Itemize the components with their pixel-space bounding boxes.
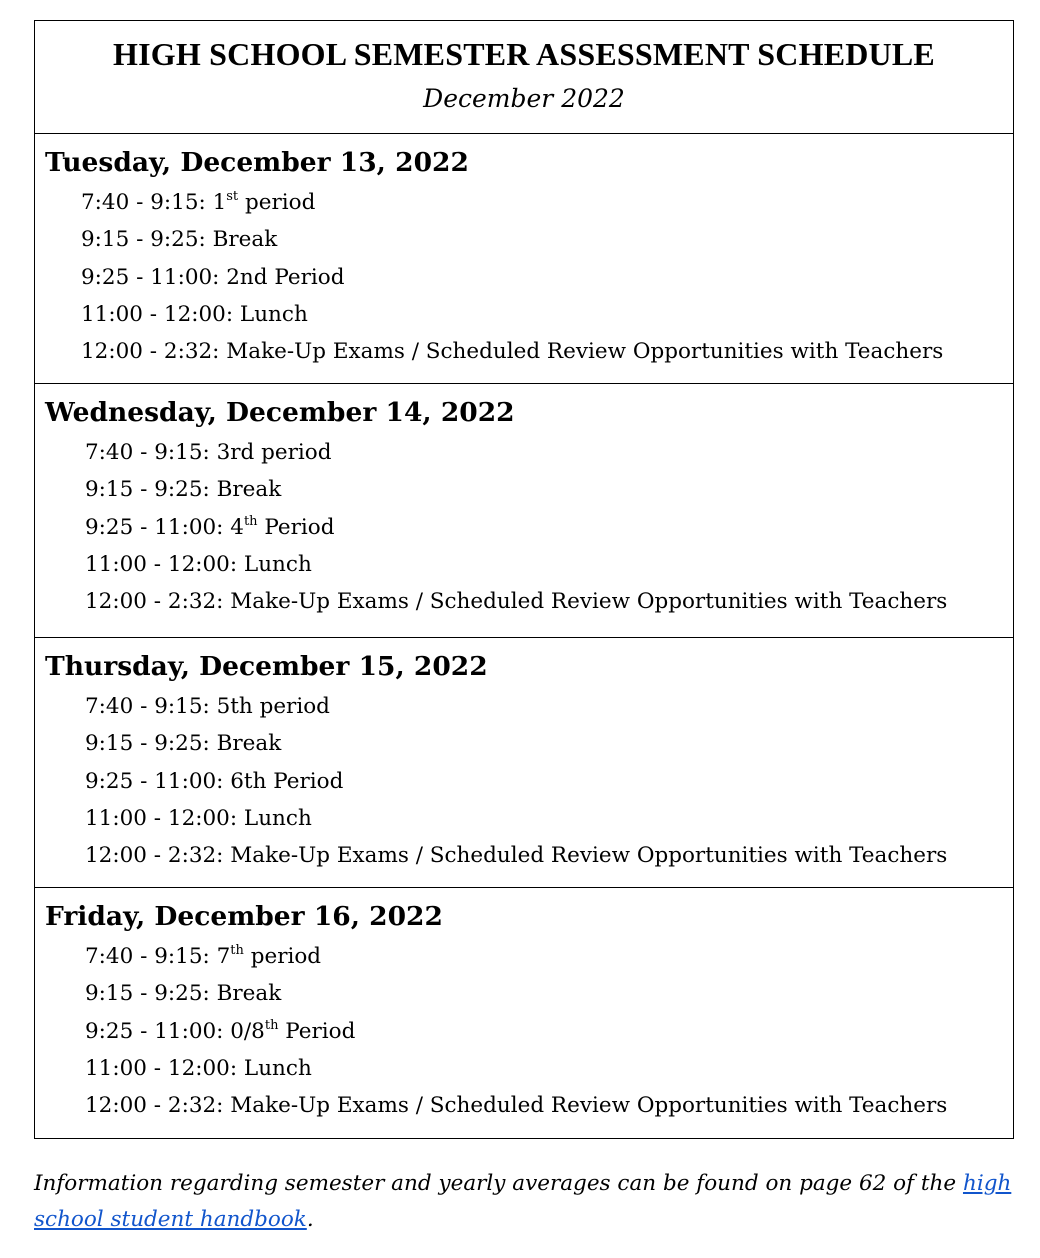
- time-slot: [85, 975, 1013, 1012]
- slot-text: 9:25 - 11:00: 2nd Period: [81, 264, 345, 290]
- slot-text: 9:25 - 11:00: 0/8: [85, 1018, 265, 1044]
- ordinal-suffix: th: [243, 513, 258, 529]
- time-slot: [81, 333, 1013, 370]
- slot-text: 11:00 - 12:00: Lunch: [85, 1055, 312, 1081]
- day-section-thursday: [35, 638, 1013, 888]
- time-slot: [85, 763, 1013, 800]
- slot-text: 9:15 - 9:25: Break: [85, 477, 282, 503]
- time-slot-list: [45, 938, 1013, 1124]
- slot-text: 11:00 - 12:00: Lunch: [81, 301, 308, 327]
- slot-text-end: period: [243, 944, 322, 969]
- slot-text: 7:40 - 9:15: 5th period: [85, 694, 330, 719]
- page-title: HIGH SCHOOL SEMESTER ASSESSMENT SCHEDULE: [113, 36, 935, 72]
- slot-text: 7:40 - 9:15: 1: [81, 190, 227, 215]
- time-slot: [81, 296, 1013, 333]
- time-slot: [85, 688, 1013, 725]
- time-slot: [85, 509, 1013, 546]
- slot-text: 11:00 - 12:00: Lunch: [85, 551, 312, 577]
- ordinal-suffix: th: [264, 1017, 279, 1033]
- day-title: Wednesday, December 14, 2022: [45, 397, 515, 428]
- day-title: Tuesday, December 13, 2022: [45, 147, 469, 178]
- page-subtitle: December 2022: [423, 84, 625, 113]
- slot-text: 9:15 - 9:25: Break: [85, 731, 282, 757]
- schedule-table: [34, 20, 1014, 1139]
- slot-text: 9:15 - 9:25: Break: [81, 227, 278, 253]
- time-slot: [85, 1013, 1013, 1050]
- day-section-wednesday: [35, 384, 1013, 638]
- footnote: [34, 1166, 1024, 1238]
- day-section-friday: [35, 888, 1013, 1138]
- time-slot: [85, 583, 1013, 620]
- time-slot: [85, 434, 1013, 471]
- slot-text-end: Period: [257, 514, 335, 540]
- slot-text: 7:40 - 9:15: 3rd period: [85, 440, 332, 465]
- time-slot: [85, 725, 1013, 762]
- time-slot: [85, 1050, 1013, 1087]
- time-slot: [85, 837, 1013, 874]
- ordinal-suffix: st: [226, 189, 239, 204]
- time-slot-list: [45, 688, 1013, 874]
- slot-text: 12:00 - 2:32: Make-Up Exams / Scheduled Review Opportunities with Teachers: [85, 1093, 948, 1119]
- time-slot: [81, 259, 1013, 296]
- slot-text-end: Period: [278, 1018, 356, 1044]
- slot-text: 7:40 - 9:15: 7: [85, 944, 231, 969]
- slot-text: 11:00 - 12:00: Lunch: [85, 805, 312, 831]
- ordinal-suffix: th: [230, 943, 244, 958]
- slot-text: 12:00 - 2:32: Make-Up Exams / Scheduled Review Opportunities with Teachers: [85, 589, 948, 615]
- time-slot: [81, 221, 1013, 258]
- time-slot: [85, 471, 1013, 508]
- day-title: Friday, December 16, 2022: [45, 901, 443, 932]
- footnote-text: Information regarding semester and yearly averages can be found on page 62 of the: [34, 1171, 963, 1196]
- time-slot-list: [45, 184, 1013, 370]
- footnote-end: .: [306, 1207, 314, 1232]
- slot-text: 12:00 - 2:32: Make-Up Exams / Scheduled Review Opportunities with Teachers: [81, 339, 944, 365]
- time-slot: [85, 938, 1013, 975]
- day-title: Thursday, December 15, 2022: [45, 651, 488, 682]
- slot-text: 9:15 - 9:25: Break: [85, 981, 282, 1007]
- time-slot: [85, 800, 1013, 837]
- slot-text: 9:25 - 11:00: 6th Period: [85, 768, 344, 794]
- slot-text-end: period: [238, 190, 316, 215]
- handbook-link[interactable]: high school student handbook: [34, 1171, 1012, 1232]
- schedule-header: [35, 21, 1013, 134]
- time-slot: [81, 184, 1013, 221]
- time-slot: [85, 546, 1013, 583]
- time-slot-list: [45, 434, 1013, 620]
- slot-text: 9:25 - 11:00: 4: [85, 514, 244, 540]
- time-slot: [85, 1087, 1013, 1124]
- day-section-tuesday: [35, 134, 1013, 384]
- slot-text: 12:00 - 2:32: Make-Up Exams / Scheduled Review Opportunities with Teachers: [85, 843, 948, 869]
